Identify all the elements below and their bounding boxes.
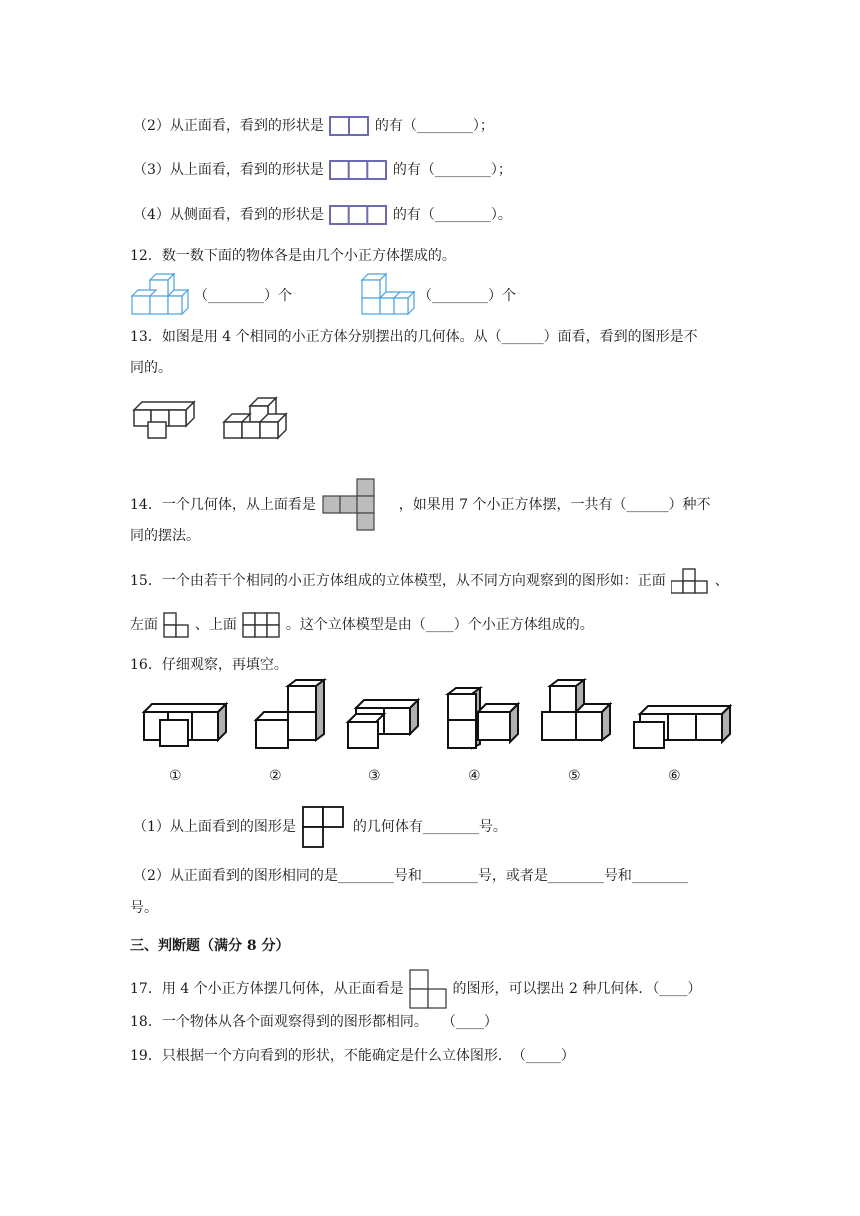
three-square-grid-icon [329,160,387,180]
two-square-grid-icon [329,116,369,136]
q14-suffix: ，如果用 7 个小正方体摆，一共有（______）种不 [398,497,711,513]
q17-suffix: 的图形，可以摆出 2 种几何体．（____） [452,981,702,997]
left-view-grid-icon [163,612,189,638]
figure-label-4: ④ [468,768,481,784]
q11-item-3-suffix: 的有（________）； [392,162,512,178]
figure-label-5: ⑤ [568,768,581,784]
top-view-shape-icon [301,806,347,848]
blue-cube-stack-icon [360,272,416,316]
top-view-grid-icon [242,612,280,638]
figure-label-2: ② [269,768,282,784]
q11-item-3 [133,160,512,180]
q16-part-2-end: 号。 [130,900,158,916]
q13-line-2: 同的。 [130,360,172,376]
q11-item-2 [133,116,494,136]
q15-top-label: 、上面 [194,617,237,633]
q12-question: 12．数一数下面的物体各是由几个小正方体摆成的。 [130,248,456,264]
q15-tail: 。这个立体模型是由（____）个小正方体组成的。 [285,617,594,633]
q11-item-2-suffix: 的有（________）； [374,118,494,134]
cube-solid-figure-icon [446,686,520,750]
q14-prefix: 14．一个几何体，从上面看是 [130,497,316,513]
cube-solid-figure-icon [142,700,234,748]
blue-cube-stack-icon [130,272,190,316]
q15-line-1 [130,568,729,594]
q12-blank-1: （________）个 [194,288,292,304]
q12-blank-2: （________）个 [418,288,516,304]
q14-line-2: 同的摆法。 [130,528,200,544]
cube-solid-figure-icon [540,678,612,750]
figure-label-3: ③ [368,768,381,784]
q11-item-4-prefix: （4）从侧面看，看到的形状是 [133,207,324,223]
q14-line-1 [130,478,711,532]
q17-prefix: 17．用 4 个小正方体摆几何体，从正面看是 [130,981,404,997]
q11-item-4-suffix: 的有（________）。 [392,207,512,223]
cross-shape-icon [321,478,393,532]
q16-part-2: （2）从正面看到的图形相同的是________号和________号，或者是________号和________ [133,868,688,884]
q16-part-1 [133,806,507,848]
figure-label-6: ⑥ [668,768,681,784]
cube-stack-drawing-icon [132,394,204,442]
q18: 18．一个物体从各个面观察得到的图形都相同。 （____） [130,1014,498,1030]
cube-solid-figure-icon [632,702,732,750]
q15-sep-1: 、 [714,573,729,589]
q15-left-label: 左面 [130,617,158,633]
q11-item-4 [133,205,512,225]
q17 [130,969,701,1009]
q19: 19．只根据一个方向看到的形状，不能确定是什么立体图形． （_____） [130,1048,575,1064]
q11-item-3-prefix: （3）从上面看，看到的形状是 [133,162,324,178]
q15-text: 15．一个由若干个相同的小正方体组成的立体模型，从不同方向观察到的图形如：正面 [130,573,666,589]
q16-part-1-prefix: （1）从上面看到的图形是 [133,819,296,835]
figure-label-1: ① [169,768,182,784]
section-3-title: 三、判断题（满分 8 分） [130,938,290,954]
q11-item-2-prefix: （2）从正面看，看到的形状是 [133,118,324,134]
q16-part-1-suffix: 的几何体有________号。 [352,819,507,835]
cube-solid-figure-icon [254,678,328,750]
front-view-shape-icon [409,969,447,1009]
q15-line-2 [130,612,594,638]
three-square-grid-icon [329,205,387,225]
front-view-grid-icon [671,568,709,594]
q13-line-1: 13．如图是用 4 个相同的小正方体分别摆出的几何体。从（______）面看，看到的图形是不 [130,329,698,345]
q16-question: 16．仔细观察，再填空。 [130,657,288,673]
cube-stack-drawing-icon [220,394,300,442]
cube-solid-figure-icon [346,696,422,750]
